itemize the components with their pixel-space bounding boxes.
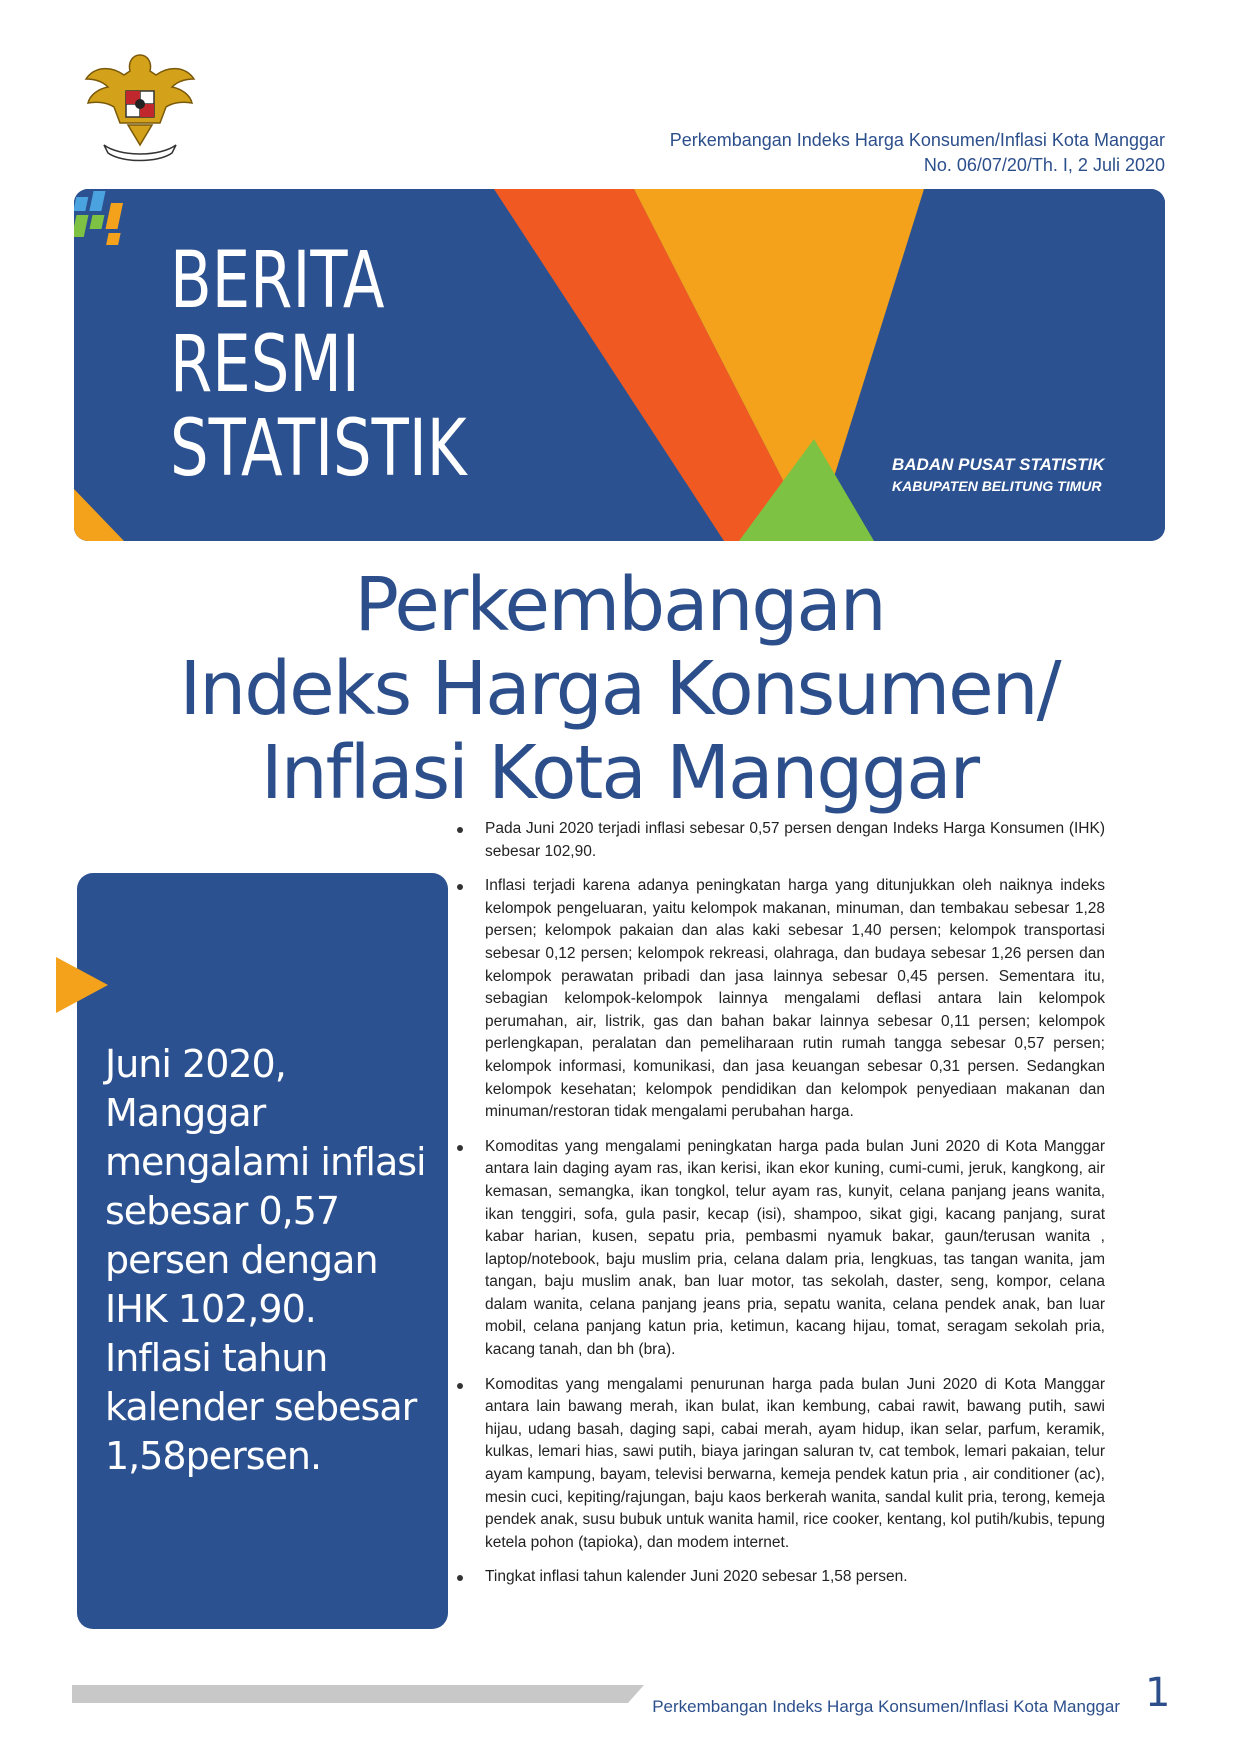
page-title-line: Perkembangan (354, 562, 885, 648)
page-title-line: Indeks Harga Konsumen/ (179, 646, 1060, 732)
page-number: 1 (1145, 1670, 1171, 1716)
bps-org-name (892, 454, 1105, 496)
footer-divider (72, 1685, 644, 1703)
highlight-line: IHK 102,90. (105, 1287, 316, 1331)
highlight-line: kalender sebesar (105, 1385, 417, 1429)
highlight-line: Inflasi tahun (105, 1336, 328, 1380)
bullet-item: Inflasi terjadi karena adanya peningkatan harga yang ditunjukkan oleh naiknya indeks kelompok pengeluaran, yaitu kelompok makanan, minuman, dan tembakau sebesar 1,28 persen; kelompok pakaian dan alas kaki sebesar 1,40 persen; kelompok transportasi sebesar 0,12 persen; kelompok rekreasi, olahraga, dan budaya sebesar 1,26 persen dan kelompok perawatan pribadi dan jasa lainnya sebesar 0,45 persen. Sementara itu, sebagian kelompok-kelompok lainnya mengalami deflasi antara lain kelompok perumahan, air, listrik, gas dan bahan bakar lainnya sebesar 0,11 persen; kelompok perlengkapan, peralatan dan pemeliharaan rutin rumah tangga sebesar 0,57 persen; kelompok informasi, komunikasi, dan jasa keuangan sebesar 0,31 persen. Sedangkan kelompok kesehatan; kelompok pendidikan dan kelompok penyediaan makanan dan minuman/restoran tidak mengalami perubahan harga. (455, 875, 1105, 1124)
footer-running-title: Perkembangan Indeks Harga Konsumen/Inflasi Kota Manggar (652, 1697, 1120, 1716)
page-title (0, 563, 1239, 815)
highlight-line: Manggar (105, 1091, 266, 1135)
summary-bullets (455, 818, 1105, 1601)
highlight-line: 1,58persen. (105, 1434, 322, 1478)
banner-title-line: STATISTIK (170, 404, 467, 494)
bps-region: KABUPATEN BELITUNG TIMUR (892, 478, 1102, 494)
brs-banner (74, 189, 1165, 541)
bullet-item: Tingkat inflasi tahun kalender Juni 2020 sebesar 1,58 persen. (455, 1566, 1105, 1589)
bullet-item: Pada Juni 2020 terjadi inflasi sebesar 0,57 persen dengan Indeks Harga Konsumen (IHK) sebesar 102,90. (455, 818, 1105, 863)
banner-title-line: RESMI (170, 320, 360, 410)
highlight-line: persen dengan (105, 1238, 378, 1282)
page-title-line: Inflasi Kota Manggar (260, 730, 979, 816)
highlight-line: mengalami inflasi (105, 1140, 426, 1184)
publication-title: Perkembangan Indeks Harga Konsumen/Inflasi Kota Manggar (669, 130, 1165, 150)
publication-number: No. 06/07/20/Th. I, 2 Juli 2020 (923, 155, 1165, 175)
banner-title-line: BERITA (170, 236, 385, 326)
triangle-pointer-icon (56, 957, 108, 1013)
bps-name: BADAN PUSAT STATISTIK (892, 455, 1105, 474)
highlight-line: Juni 2020, (105, 1042, 286, 1086)
garuda-emblem-icon (80, 45, 200, 170)
bullet-item: Komoditas yang mengalami penurunan harga pada bulan Juni 2020 di Kota Manggar antara lain bawang merah, ikan bulat, ikan kembung, cabai rawit, bawang putih, sawi hijau, udang basah, daging sapi, cabai merah, ayam hidup, ikan selar, parfum, keramik, kulkas, lemari hias, sawi putih, biaya jaringan saluran tv, cat tembok, lemari pakaian, telur ayam kampung, bayam, televisi berwarna, kemeja pendek katun pria , air conditioner (ac), mesin cuci, kepiting/rajungan, baju kaos berkerah wanita, sandal kulit pria, terong, kemeja pendek anak, susu bubuk untuk wanita hamil, rice cooker, kentang, kol putih/kubis, tepung ketela pohon (tapioka), dan modem internet. (455, 1374, 1105, 1555)
bullet-item: Komoditas yang mengalami peningkatan harga pada bulan Juni 2020 di Kota Manggar antara lain daging ayam ras, ikan kerisi, ikan ekor kuning, cumi-cumi, jeruk, kangkong, air kemasan, semangka, ikan tongkol, telur ayam ras, kunyit, celana panjang jeans wanita, ikan tenggiri, sofa, gula pasir, kecap (isi), shampoo, sikat gigi, kacang panjang, surat kabar harian, kusen, sepatu pria, pembasmi nyamuk bakar, gaun/terusan wanita , laptop/notebook, baju muslim pria, celana dalam pria, lengkuas, tas tangan wanita, jam tangan, baju muslim anak, ban luar motor, tas sekolah, daster, seng, kompor, celana dalam wanita, celana panjang jeans pria, sepatu wanita, celana pendek anak, ban luar mobil, celana panjang katun pria, ketimun, kacang hijau, tomat, seragam sekolah pria, kacang tanah, dan bh (bra). (455, 1136, 1105, 1362)
bps-logo-icon (74, 189, 144, 249)
banner-title (170, 236, 467, 494)
publication-header (605, 128, 1165, 178)
highlight-line: sebesar 0,57 (105, 1189, 340, 1233)
highlight-text (105, 1040, 445, 1481)
